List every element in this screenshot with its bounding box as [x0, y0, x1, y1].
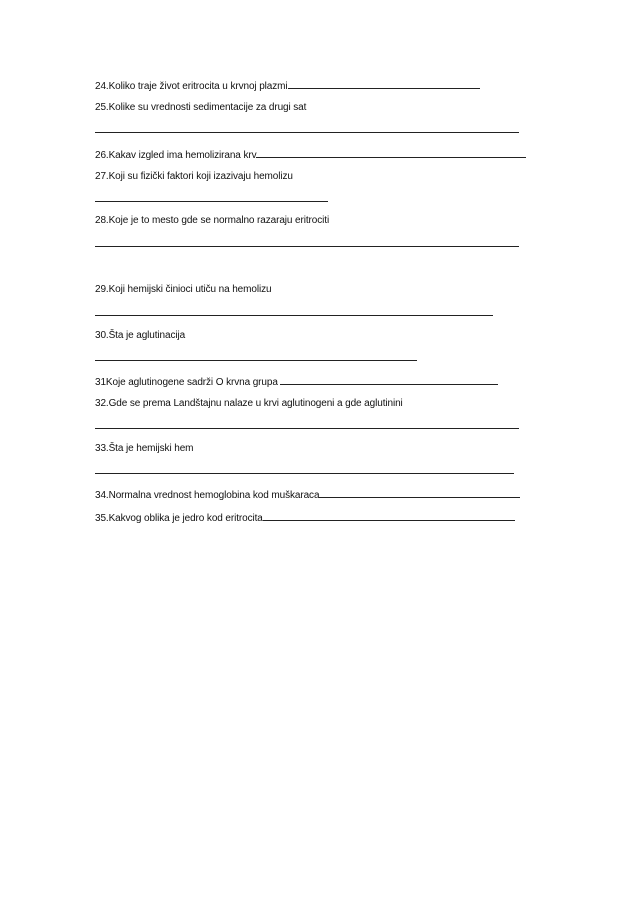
question-24-text: 24.Koliko traje život eritrocita u krvnoj plazmi: [95, 81, 288, 92]
question-27-text: 27.Koji su fizički faktori koji izazivaju hemolizu: [95, 171, 293, 182]
answer-line-28[interactable]: [95, 246, 519, 247]
question-26: [95, 148, 526, 162]
answer-line-35[interactable]: [263, 511, 515, 521]
question-29-text: 29.Koji hemijski činioci utiču na hemolizu: [95, 284, 272, 295]
answer-line-30[interactable]: [95, 360, 417, 361]
question-32-text: 32.Gde se prema Landštajnu nalaze u krvi aglutinogeni a gde aglutinini: [95, 398, 403, 409]
question-27: [95, 171, 293, 183]
answer-line-29[interactable]: [95, 315, 493, 316]
question-30-text: 30.Šta je aglutinacija: [95, 330, 186, 341]
question-28: [95, 215, 329, 227]
question-31-text: 31Koje aglutinogene sadrži O krvna grupa: [95, 377, 278, 388]
answer-line-26[interactable]: [256, 148, 526, 158]
question-29: [95, 284, 271, 296]
answer-line-25[interactable]: [95, 132, 519, 133]
answer-line-33[interactable]: [95, 473, 514, 474]
answer-line-27[interactable]: [95, 201, 328, 202]
question-35-text: 35.Kakvog oblika je jedro kod eritrocita: [95, 513, 263, 524]
question-28-text: 28.Koje je to mesto gde se normalno razaraju eritrociti: [95, 215, 330, 226]
question-35: [95, 511, 515, 525]
question-33-text: 33.Šta je hemijski hem: [95, 443, 194, 454]
question-24: [95, 79, 480, 93]
question-33: [95, 443, 193, 455]
answer-line-32[interactable]: [95, 428, 519, 429]
question-25: [95, 102, 306, 114]
question-25-text: 25.Kolike su vrednosti sedimentacije za drugi sat: [95, 102, 307, 113]
question-31: [95, 375, 498, 389]
answer-line-34[interactable]: [319, 488, 520, 498]
question-26-text: 26.Kakav izgled ima hemolizirana krv: [95, 150, 257, 161]
question-34-text: 34.Normalna vrednost hemoglobina kod muškaraca: [95, 490, 320, 501]
question-32: [95, 398, 403, 410]
question-30: [95, 330, 185, 342]
answer-line-31[interactable]: [280, 375, 498, 385]
question-34: [95, 488, 520, 502]
answer-line-24[interactable]: [288, 79, 480, 89]
